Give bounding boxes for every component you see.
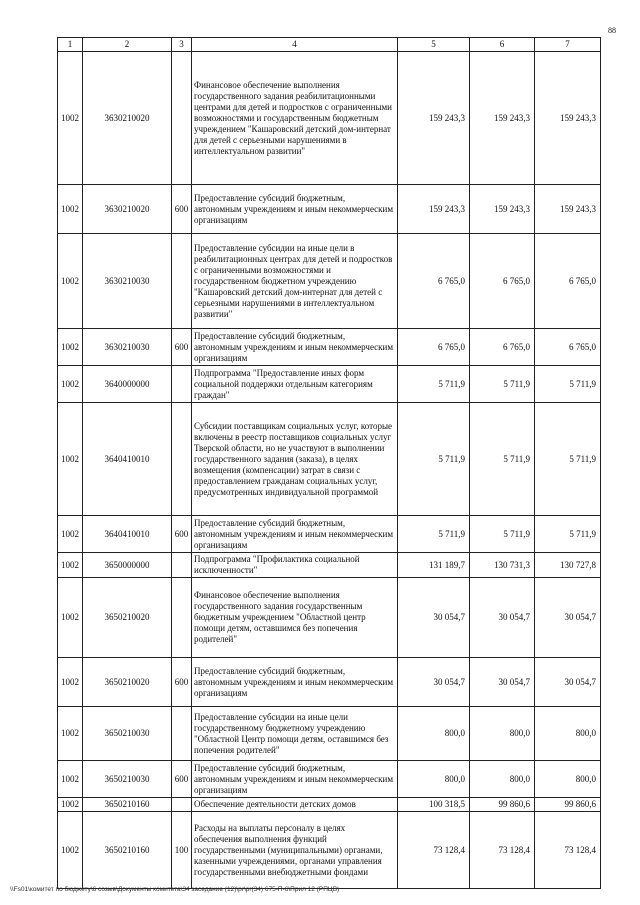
amount-year-3: 5 711,9 — [535, 403, 601, 516]
table-row — [58, 516, 601, 553]
item-name: Предоставление субсидий бюджетным, автономным учреждениям и иным некоммерческим организациям — [192, 761, 398, 798]
amount-year-1: 5 711,9 — [398, 366, 470, 403]
table-row — [58, 812, 601, 889]
section-code: 1002 — [58, 658, 83, 707]
expense-type-code — [172, 578, 192, 658]
col-header: 2 — [83, 38, 172, 52]
target-article-code: 3640000000 — [83, 366, 172, 403]
section-code: 1002 — [58, 329, 83, 366]
expense-type-code: 600 — [172, 516, 192, 553]
item-name: Предоставление субсидии на иные цели в реабилитационных центрах для детей и подростков с ограниченными возможностями и государственном бюджетном учреждению "Кашаровский детский дом-интернат для детей с серьезными нарушениями в интеллектуальном развитии" — [192, 234, 398, 329]
expense-type-code — [172, 234, 192, 329]
amount-year-1: 30 054,7 — [398, 658, 470, 707]
amount-year-2: 800,0 — [470, 761, 535, 798]
target-article-code: 3630210030 — [83, 329, 172, 366]
section-code: 1002 — [58, 812, 83, 889]
item-name: Подпрограмма "Предоставление иных форм социальной поддержки отдельным категориям граждан" — [192, 366, 398, 403]
amount-year-1: 5 711,9 — [398, 516, 470, 553]
expense-type-code — [172, 798, 192, 812]
col-header: 7 — [535, 38, 601, 52]
target-article-code: 3650210030 — [83, 761, 172, 798]
col-header: 3 — [172, 38, 192, 52]
amount-year-2: 5 711,9 — [470, 516, 535, 553]
page-number: 88 — [608, 26, 616, 35]
amount-year-2: 99 860,6 — [470, 798, 535, 812]
expense-type-code: 600 — [172, 185, 192, 234]
item-name: Субсидии поставщикам социальных услуг, которые включены в реестр поставщиков социальных услуг Тверской области, но не участвуют в выполнении государственного задания (заказа), в целях возмещения (компенсации) затрат в связи с предоставлением гражданам социальных услуг, предусмотренных индивидуальной программой — [192, 403, 398, 516]
section-code: 1002 — [58, 403, 83, 516]
table-row — [58, 553, 601, 578]
amount-year-1: 6 765,0 — [398, 329, 470, 366]
item-name: Подпрограмма "Профилактика социальной исключенности" — [192, 553, 398, 578]
table-row — [58, 329, 601, 366]
amount-year-2: 5 711,9 — [470, 403, 535, 516]
header-row — [58, 38, 601, 52]
target-article-code: 3630210020 — [83, 185, 172, 234]
target-article-code: 3650210030 — [83, 707, 172, 761]
budget-table — [57, 37, 601, 889]
section-code: 1002 — [58, 185, 83, 234]
expense-type-code: 600 — [172, 761, 192, 798]
section-code: 1002 — [58, 52, 83, 185]
amount-year-3: 73 128,4 — [535, 812, 601, 889]
expense-type-code — [172, 553, 192, 578]
item-name: Предоставление субсидии на иные цели государственному бюджетному учреждению "Областной Центр помощи детям, оставшимся без попечения родителей" — [192, 707, 398, 761]
amount-year-1: 100 318,5 — [398, 798, 470, 812]
section-code: 1002 — [58, 366, 83, 403]
amount-year-1: 159 243,3 — [398, 185, 470, 234]
table-row — [58, 366, 601, 403]
target-article-code: 3650000000 — [83, 553, 172, 578]
amount-year-1: 131 189,7 — [398, 553, 470, 578]
amount-year-3: 30 054,7 — [535, 658, 601, 707]
amount-year-2: 5 711,9 — [470, 366, 535, 403]
expense-type-code: 100 — [172, 812, 192, 889]
amount-year-2: 130 731,3 — [470, 553, 535, 578]
amount-year-1: 800,0 — [398, 761, 470, 798]
amount-year-3: 6 765,0 — [535, 234, 601, 329]
section-code: 1002 — [58, 798, 83, 812]
amount-year-2: 159 243,3 — [470, 185, 535, 234]
amount-year-2: 30 054,7 — [470, 658, 535, 707]
amount-year-3: 800,0 — [535, 761, 601, 798]
target-article-code: 3630210020 — [83, 52, 172, 185]
item-name: Обеспечение деятельности детских домов — [192, 798, 398, 812]
item-name: Предоставление субсидий бюджетным, автономным учреждениям и иным некоммерческим организациям — [192, 658, 398, 707]
amount-year-2: 73 128,4 — [470, 812, 535, 889]
amount-year-3: 800,0 — [535, 707, 601, 761]
table-row — [58, 234, 601, 329]
amount-year-3: 99 860,6 — [535, 798, 601, 812]
item-name: Финансовое обеспечение выполнения государственного задания реабилитационными центрами для детей и подростков с ограниченными возможностями и государственным бюджетным учреждением "Кашаровский детский дом-интернат для детей с серьезными нарушениями в интеллектуальном развитии" — [192, 52, 398, 185]
amount-year-1: 6 765,0 — [398, 234, 470, 329]
expense-type-code: 600 — [172, 329, 192, 366]
section-code: 1002 — [58, 707, 83, 761]
item-name: Предоставление субсидий бюджетным, автономным учреждениям и иным некоммерческим организациям — [192, 185, 398, 234]
amount-year-1: 30 054,7 — [398, 578, 470, 658]
amount-year-3: 5 711,9 — [535, 366, 601, 403]
item-name: Финансовое обеспечение выполнения государственного задания государственным бюджетным учреждением "Областной центр помощи детям, оставшимся без попечения родителей" — [192, 578, 398, 658]
col-header: 4 — [192, 38, 398, 52]
target-article-code: 3630210030 — [83, 234, 172, 329]
amount-year-2: 159 243,3 — [470, 52, 535, 185]
target-article-code: 3650210160 — [83, 798, 172, 812]
amount-year-1: 159 243,3 — [398, 52, 470, 185]
amount-year-2: 30 054,7 — [470, 578, 535, 658]
table-row — [58, 658, 601, 707]
item-name: Предоставление субсидий бюджетным, автономным учреждениям и иным некоммерческим организациям — [192, 516, 398, 553]
amount-year-3: 159 243,3 — [535, 52, 601, 185]
expense-type-code: 600 — [172, 658, 192, 707]
amount-year-3: 30 054,7 — [535, 578, 601, 658]
target-article-code: 3650210020 — [83, 578, 172, 658]
expense-type-code — [172, 403, 192, 516]
table-row — [58, 578, 601, 658]
target-article-code: 3650210020 — [83, 658, 172, 707]
item-name: Расходы на выплаты персоналу в целях обеспечения выполнения функций государственными (муниципальными) органами, казенными учреждениями, органами управления государственными внебюджетными фондами — [192, 812, 398, 889]
table-row — [58, 52, 601, 185]
table-row — [58, 403, 601, 516]
amount-year-2: 800,0 — [470, 707, 535, 761]
target-article-code: 3650210160 — [83, 812, 172, 889]
table-row — [58, 798, 601, 812]
table-row — [58, 707, 601, 761]
table-row — [58, 761, 601, 798]
section-code: 1002 — [58, 516, 83, 553]
amount-year-2: 6 765,0 — [470, 329, 535, 366]
amount-year-1: 800,0 — [398, 707, 470, 761]
expense-type-code — [172, 707, 192, 761]
table-row — [58, 185, 601, 234]
amount-year-2: 6 765,0 — [470, 234, 535, 329]
amount-year-3: 159 243,3 — [535, 185, 601, 234]
col-header: 6 — [470, 38, 535, 52]
amount-year-3: 5 711,9 — [535, 516, 601, 553]
target-article-code: 3640410010 — [83, 516, 172, 553]
section-code: 1002 — [58, 761, 83, 798]
section-code: 1002 — [58, 578, 83, 658]
amount-year-3: 130 727,8 — [535, 553, 601, 578]
section-code: 1002 — [58, 553, 83, 578]
amount-year-3: 6 765,0 — [535, 329, 601, 366]
amount-year-1: 73 128,4 — [398, 812, 470, 889]
expense-type-code — [172, 366, 192, 403]
target-article-code: 3640410010 — [83, 403, 172, 516]
section-code: 1002 — [58, 234, 83, 329]
col-header: 1 — [58, 38, 83, 52]
file-path-footer: \\Fs01\комитет по бюджету\6 созыв\Документы комитета\34 заседание (12)\pr\pr(34) 675-П-6\Прил 12 (РПЦВ) — [10, 886, 340, 893]
expense-type-code — [172, 52, 192, 185]
amount-year-1: 5 711,9 — [398, 403, 470, 516]
col-header: 5 — [398, 38, 470, 52]
item-name: Предоставление субсидий бюджетным, автономным учреждениям и иным некоммерческим организациям — [192, 329, 398, 366]
